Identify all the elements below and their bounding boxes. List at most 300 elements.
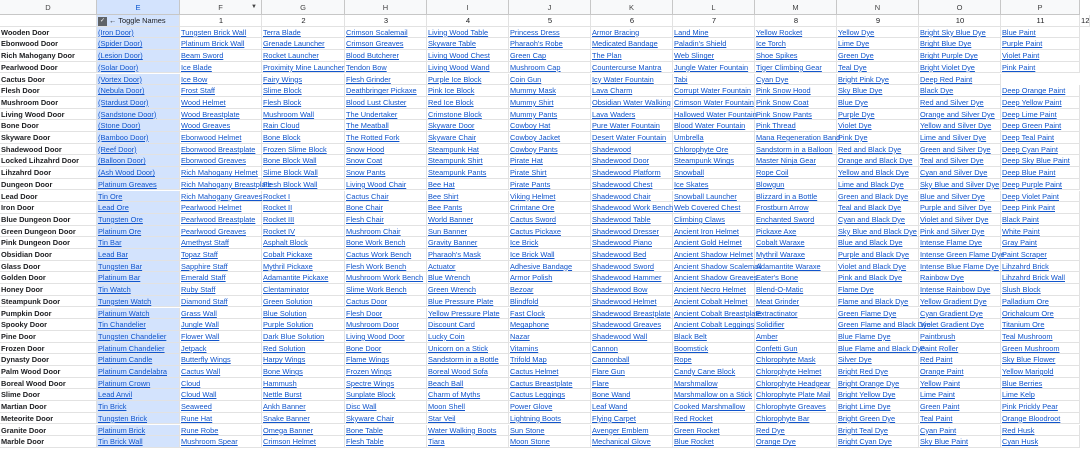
item-link-cell[interactable]: Flesh Table [345,436,427,448]
item-link-cell[interactable]: Web Slinger [673,50,755,62]
item-link-cell[interactable]: Green Dye [837,50,919,62]
column-e-cell[interactable]: Tin Ore [97,191,180,203]
item-link-cell[interactable]: Deep Teal Paint [1001,132,1080,144]
item-link-cell[interactable]: Obsidian Water Walking [591,97,673,109]
item-link-cell[interactable]: Blue Paint [1001,27,1080,39]
item-link-cell[interactable]: Teal Dye [837,62,919,74]
item-link-cell[interactable]: Cloud Wall [180,389,262,401]
column-e-cell[interactable]: Lead Bar [97,249,180,261]
item-link-cell[interactable]: Deep Blue Paint [1001,167,1080,179]
row-name-cell[interactable]: Dynasty Door [0,354,97,366]
item-link-cell[interactable]: Lightning Boots [509,413,591,425]
item-link-cell[interactable]: Mummy Shirt [509,97,591,109]
item-link-cell[interactable]: Snowball [673,167,755,179]
item-link-cell[interactable]: Violet Paint [1001,50,1080,62]
item-link-cell[interactable]: Sapphire Staff [180,261,262,273]
item-link-cell[interactable]: Bone Table [345,425,427,437]
item-link-cell[interactable]: Rune Hat [180,413,262,425]
item-link-cell[interactable]: Rope Coil [755,167,837,179]
item-link-cell[interactable]: Cactus Wall [180,366,262,378]
item-link-cell[interactable]: Umbrella [673,132,755,144]
item-link-cell[interactable]: Ancient Iron Helmet [673,226,755,238]
item-link-cell[interactable]: Red Rocket [673,413,755,425]
item-link-cell[interactable]: Bright Pink Dye [837,74,919,86]
column-e-cell[interactable]: (Spider Door) [97,38,180,50]
item-link-cell[interactable]: Seaweed [180,401,262,413]
item-link-cell[interactable]: Blue Solution [262,308,345,320]
item-link-cell[interactable]: The Undertaker [345,109,427,121]
item-link-cell[interactable]: Crimtane Ore [509,202,591,214]
row-name-cell[interactable]: Bone Door [0,120,97,132]
item-link-cell[interactable]: Blue Berries [1001,378,1080,390]
item-link-cell[interactable]: Red Solution [262,343,345,355]
column-e-cell[interactable]: Tungsten Brick [97,413,180,425]
item-link-cell[interactable]: Deep Green Paint [1001,120,1080,132]
row-name-cell[interactable]: Lead Door [0,191,97,203]
item-link-cell[interactable]: Topaz Staff [180,249,262,261]
item-link-cell[interactable]: Actuator [427,261,509,273]
item-link-cell[interactable]: Pure Water Fountain [591,120,673,132]
column-e-cell[interactable]: Tungsten Ore [97,214,180,226]
item-link-cell[interactable]: Cyan Dye [755,74,837,86]
number-cell[interactable]: 2 [262,15,345,27]
item-link-cell[interactable]: Violet Dye [837,120,919,132]
row-name-cell[interactable]: Palm Wood Door [0,366,97,378]
item-link-cell[interactable]: Frozen Wings [345,366,427,378]
item-link-cell[interactable]: Beach Ball [427,378,509,390]
item-link-cell[interactable]: Terra Blade [262,27,345,39]
item-link-cell[interactable]: Adamantite Pickaxe [262,272,345,284]
column-header-f[interactable]: F ▼ [180,0,262,15]
item-link-cell[interactable]: Blue Pressure Plate [427,296,509,308]
item-link-cell[interactable]: Flesh Chair [345,214,427,226]
item-link-cell[interactable]: Armor Polish [509,272,591,284]
row-name-cell[interactable]: Green Dungeon Door [0,226,97,238]
row-name-cell[interactable]: Honey Door [0,284,97,296]
item-link-cell[interactable]: Green Mushroom [1001,343,1080,355]
item-link-cell[interactable]: Moon Stone [509,436,591,448]
item-link-cell[interactable]: Chlorophyte Helmet [755,366,837,378]
item-link-cell[interactable]: Bee Pants [427,202,509,214]
item-link-cell[interactable]: Ancient Cobalt Helmet [673,296,755,308]
item-link-cell[interactable]: Green Wrench [427,284,509,296]
item-link-cell[interactable]: Deep Lime Paint [1001,109,1080,121]
column-e-cell[interactable]: Platinum Chandelier [97,343,180,355]
item-link-cell[interactable]: Blue Wrench [427,272,509,284]
item-link-cell[interactable]: Princess Dress [509,27,591,39]
item-link-cell[interactable]: Cobalt Pickaxe [262,249,345,261]
column-e-cell[interactable]: Tin Brick Wall [97,436,180,448]
checkbox-checked-icon[interactable]: ✓ [99,17,106,24]
item-link-cell[interactable]: Pharaoh's Mask [427,249,509,261]
item-link-cell[interactable]: Butterfly Wings [180,354,262,366]
column-e-cell[interactable]: (Bamboo Door) [97,132,180,144]
item-link-cell[interactable]: The Plan [591,50,673,62]
item-link-cell[interactable]: Cactus Work Bench [345,249,427,261]
column-header-o[interactable]: O [919,0,1001,15]
item-link-cell[interactable]: Cactus Helmet [509,366,591,378]
item-link-cell[interactable]: The Meatball [345,120,427,132]
item-link-cell[interactable]: Intense Flame Dye [919,237,1001,249]
item-link-cell[interactable]: Ancient Cobalt Breastplate [674,308,762,318]
item-link-cell[interactable]: Crimson Helmet [262,436,345,448]
item-link-cell[interactable]: Avenger Emblem [591,425,673,437]
item-link-cell[interactable]: Intense Blue Flame Dye [919,261,1001,273]
item-link-cell[interactable]: Deep Violet Paint [1001,191,1080,203]
item-link-cell[interactable]: Sky Blue and Silver Dye [920,179,1000,189]
item-link-cell[interactable]: Teal and Silver Dye [919,155,1001,167]
item-link-cell[interactable]: Leaf Wand [591,401,673,413]
item-link-cell[interactable]: Confetti Gun [755,343,837,355]
number-cell[interactable]: 6 [591,15,673,27]
item-link-cell[interactable]: Mushroom Door [345,319,427,331]
item-link-cell[interactable]: Adamantite Waraxe [755,261,837,273]
item-link-cell[interactable]: Amethyst Staff [180,237,262,249]
item-link-cell[interactable]: Green Solution [262,296,345,308]
item-link-cell[interactable]: Mechanical Glove [591,436,673,448]
item-link-cell[interactable]: Steampunk Shirt [427,155,509,167]
item-link-cell[interactable]: Adhesive Bandage [509,261,591,273]
item-link-cell[interactable]: Gravity Banner [427,237,509,249]
item-link-cell[interactable]: Ebonwood Helmet [180,132,262,144]
item-link-cell[interactable]: Skyware Table [427,38,509,50]
item-link-cell[interactable]: Crimson Scalemail [345,27,427,39]
item-link-cell[interactable]: Sandstorm in a Balloon [755,144,837,156]
item-link-cell[interactable]: Shadewood Piano [591,237,673,249]
item-link-cell[interactable]: Ice Bow [180,74,262,86]
item-link-cell[interactable]: Violet Gradient Dye [919,319,1001,331]
row-name-cell[interactable]: Flesh Door [0,85,97,97]
item-link-cell[interactable]: Lime Kelp [1001,389,1080,401]
item-link-cell[interactable]: Marshmallow on a Stick [673,389,755,401]
item-link-cell[interactable]: Rune Robe [180,425,262,437]
item-link-cell[interactable]: Rocket IV [262,226,345,238]
item-link-cell[interactable]: Omega Banner [262,425,345,437]
item-link-cell[interactable]: Purple and Silver Dye [919,202,1001,214]
item-link-cell[interactable]: Mana Regeneration Band [756,133,841,142]
item-link-cell[interactable]: Pink Snow Coat [755,97,837,109]
number-cell[interactable]: 9 [837,15,919,27]
item-link-cell[interactable]: Rocket III [262,214,345,226]
item-link-cell[interactable]: Shadewood Sword [591,261,673,273]
item-link-cell[interactable]: Cowboy Hat [509,120,591,132]
item-link-cell[interactable]: Grass Wall [180,308,262,320]
row-name-cell[interactable]: Iron Door [0,202,97,214]
item-link-cell[interactable]: Pearlwood Helmet [180,202,262,214]
column-e-cell[interactable]: Tin Bar [97,237,180,249]
column-e-cell[interactable]: (Balloon Door) [97,155,180,167]
item-link-cell[interactable]: Rope [673,354,755,366]
item-link-cell[interactable]: Paint Scraper [1001,249,1080,261]
item-link-cell[interactable]: Disc Wall [345,401,427,413]
item-link-cell[interactable]: Mummy Mask [509,85,591,97]
item-link-cell[interactable]: Marshmallow [673,378,755,390]
item-link-cell[interactable]: Shadewood Door [591,155,673,167]
item-link-cell[interactable]: Boreal Wood Sofa [427,366,509,378]
item-link-cell[interactable]: Slime Block Wall [262,167,345,179]
item-link-cell[interactable]: Pearlwood Greaves [180,226,262,238]
number-cell[interactable]: 3 [345,15,427,27]
item-link-cell[interactable]: Frozen Slime Block [262,144,345,156]
item-link-cell[interactable]: Yellow Dye [837,27,919,39]
number-cell[interactable]: 8 [755,15,837,27]
column-header-p[interactable]: P [1001,0,1080,15]
item-link-cell[interactable]: Ankh Banner [262,401,345,413]
item-link-cell[interactable]: Deep Purple Paint [1001,179,1080,191]
item-link-cell[interactable]: Cobalt Waraxe [755,237,837,249]
item-link-cell[interactable]: Tendon Bow [345,62,427,74]
column-header-d[interactable]: D [0,0,97,15]
item-link-cell[interactable]: Pink Snow Hood [755,85,837,97]
item-link-cell[interactable]: Shadewood Helmet [591,296,673,308]
item-link-cell[interactable]: Shadewood Hammer [591,272,673,284]
item-link-cell[interactable]: Intense Green Flame Dye [920,250,1005,259]
item-link-cell[interactable]: Orichalcum Ore [1001,308,1080,320]
item-link-cell[interactable]: Shadewood [591,144,673,156]
item-link-cell[interactable]: Green Flame Dye [837,308,919,320]
item-link-cell[interactable]: Jetpack [180,343,262,355]
item-link-cell[interactable]: Cooked Marshmallow [673,401,755,413]
toggle-names-cell[interactable] [97,15,180,27]
row-name-cell[interactable]: Skyware Door [0,132,97,144]
item-link-cell[interactable]: Mummy Pants [509,109,591,121]
item-link-cell[interactable]: Bright Lime Dye [837,401,919,413]
item-link-cell[interactable]: Bright Teal Dye [837,425,919,437]
column-e-cell[interactable]: Lead Anvil [97,389,180,401]
item-link-cell[interactable]: Emerald Staff [180,272,262,284]
item-link-cell[interactable]: Mushroom Cap [509,62,591,74]
column-e-cell[interactable]: Tungsten Bar [97,261,180,273]
item-link-cell[interactable]: Lava Charm [591,85,673,97]
column-e-cell[interactable]: (Lesion Door) [97,50,180,62]
item-link-cell[interactable]: Wood Helmet [180,97,262,109]
item-link-cell[interactable]: Lime Paint [919,389,1001,401]
item-link-cell[interactable]: Bone Block [262,132,345,144]
item-link-cell[interactable]: Bone Door [345,343,427,355]
item-link-cell[interactable]: Purple Dye [837,109,919,121]
row-name-cell[interactable]: Dungeon Door [0,179,97,191]
item-link-cell[interactable]: Ruby Staff [180,284,262,296]
item-link-cell[interactable]: Teal Mushroom [1001,331,1080,343]
item-link-cell[interactable]: Ice Brick Wall [509,249,591,261]
item-link-cell[interactable]: Mushroom Work Bench [345,272,427,284]
item-link-cell[interactable]: Cactus Chair [345,191,427,203]
row-name-cell[interactable]: Slime Door [0,389,97,401]
item-link-cell[interactable]: Bright Purple Dye [919,50,1001,62]
item-link-cell[interactable]: Blood Butcherer [345,50,427,62]
item-link-cell[interactable]: Sky Blue Paint [919,436,1001,448]
item-link-cell[interactable]: Medicated Bandage [591,38,673,50]
item-link-cell[interactable]: Chlorophyte Bar [755,413,837,425]
item-link-cell[interactable]: Flare [591,378,673,390]
item-link-cell[interactable]: Shadewood Chair [591,191,673,203]
item-link-cell[interactable]: Flesh Grinder [345,74,427,86]
item-link-cell[interactable]: Sky Blue and Black Dye [837,226,919,238]
item-link-cell[interactable]: Flying Carpet [591,413,673,425]
item-link-cell[interactable]: Black Paint [1001,214,1080,226]
row-name-cell[interactable]: Meteorite Door [0,413,97,425]
item-link-cell[interactable]: Yellow and Black Dye [837,167,919,179]
item-link-cell[interactable]: Bone Wand [591,389,673,401]
item-link-cell[interactable]: Pink Thread [755,120,837,132]
item-link-cell[interactable]: Red and Silver Dye [919,97,1001,109]
item-link-cell[interactable]: Blizzard in a Bottle [755,191,837,203]
item-link-cell[interactable]: Snake Banner [262,413,345,425]
item-link-cell[interactable]: Frost Staff [180,85,262,97]
item-link-cell[interactable]: Violet and Silver Dye [919,214,1001,226]
item-link-cell[interactable]: Black Belt [673,331,755,343]
row-name-cell[interactable]: Pine Door [0,331,97,343]
item-link-cell[interactable]: Shadewood Work Bench [592,203,674,213]
item-link-cell[interactable]: Snowball Launcher [673,191,755,203]
item-link-cell[interactable]: Cyan Paint [919,425,1001,437]
item-link-cell[interactable]: Blood Lust Cluster [345,97,427,109]
item-link-cell[interactable]: Deep Yellow Paint [1001,97,1080,109]
item-link-cell[interactable]: Rich Mahogany Helmet [180,167,262,179]
item-link-cell[interactable]: Icy Water Fountain [591,74,673,86]
column-e-cell[interactable]: (Ash Wood Door) [97,167,180,179]
item-link-cell[interactable]: Viking Helmet [509,191,591,203]
column-e-cell[interactable]: Platinum Candelabra [97,366,180,378]
row-name-cell[interactable]: Granite Door [0,425,97,437]
item-link-cell[interactable]: Rich Mahogany Greaves [181,191,263,201]
item-link-cell[interactable]: Lucky Coin [427,331,509,343]
item-link-cell[interactable]: Red Dye [755,425,837,437]
item-link-cell[interactable]: Cyan and Silver Dye [919,167,1001,179]
item-link-cell[interactable]: Rocket I [262,191,345,203]
column-header-m[interactable]: M [755,0,837,15]
item-link-cell[interactable]: Enchanted Sword [755,214,837,226]
item-link-cell[interactable]: Yellow and Silver Dye [919,120,1001,132]
row-name-cell[interactable]: Pumpkin Door [0,308,97,320]
item-link-cell[interactable]: Cloud [180,378,262,390]
item-link-cell[interactable]: Pink and Silver Dye [919,226,1001,238]
item-link-cell[interactable]: Countercurse Mantra [591,62,673,74]
item-link-cell[interactable]: Shadewood Wall [591,331,673,343]
item-link-cell[interactable]: Wood Breastplate [180,109,262,121]
item-link-cell[interactable]: Pink Prickly Pear [1001,401,1080,413]
item-link-cell[interactable]: Steampunk Hat [427,144,509,156]
item-link-cell[interactable]: Master Ninja Gear [755,155,837,167]
item-link-cell[interactable]: Bright Green Dye [837,413,919,425]
item-link-cell[interactable]: Mushroom Spear [180,436,262,448]
item-link-cell[interactable]: Lime Dye [837,38,919,50]
item-link-cell[interactable]: Pearlwood Breastplate [180,214,262,226]
item-link-cell[interactable]: Jungle Wall [180,319,262,331]
item-link-cell[interactable]: Pink Dye [837,132,919,144]
item-link-cell[interactable]: Tiara [427,436,509,448]
column-e-cell[interactable]: Platinum Crown [97,378,180,390]
item-link-cell[interactable]: Land Mine [673,27,755,39]
item-link-cell[interactable]: Orange Bloodroot [1001,413,1080,425]
item-link-cell[interactable]: Orange Paint [919,366,1001,378]
item-link-cell[interactable]: Pirate Hat [509,155,591,167]
item-link-cell[interactable]: Fairy Wings [262,74,345,86]
item-link-cell[interactable]: Blue and Silver Dye [919,191,1001,203]
item-link-cell[interactable]: Yellow Rocket [755,27,837,39]
item-link-cell[interactable]: Green Flame and Black Dye [838,320,931,330]
item-link-cell[interactable]: Moon Shell [427,401,509,413]
item-link-cell[interactable]: Chlorophyte Headgear [755,378,837,390]
item-link-cell[interactable]: Star Veil [427,413,509,425]
item-link-cell[interactable]: Bezoar [509,284,591,296]
item-link-cell[interactable]: Blowgun [755,179,837,191]
item-link-cell[interactable]: Sky Blue Dye [837,85,919,97]
item-link-cell[interactable]: Ice Blade [180,62,262,74]
item-link-cell[interactable]: Mushroom Chair [345,226,427,238]
item-link-cell[interactable]: Meat Grinder [755,296,837,308]
item-link-cell[interactable]: Skyware Chair [345,413,427,425]
item-link-cell[interactable]: Chlorophyte Plate Mail [755,389,837,401]
number-cell[interactable]: 10 [919,15,1001,27]
item-link-cell[interactable]: Pink Paint [1001,62,1080,74]
item-link-cell[interactable]: Bee Hat [427,179,509,191]
column-e-cell[interactable]: Tin Brick [97,401,180,413]
column-e-cell[interactable]: (Sandstone Door) [97,109,180,121]
item-link-cell[interactable]: Cannon [591,343,673,355]
column-e-cell[interactable]: Platinum Ore [97,226,180,238]
column-e-cell[interactable]: Tungsten Watch [97,296,180,308]
number-cell[interactable]: 12 [1081,16,1090,25]
item-link-cell[interactable]: Paladin's Shield [673,38,755,50]
item-link-cell[interactable]: Black Dye [919,85,1001,97]
item-link-cell[interactable]: Green and Black Dye [837,191,919,203]
item-link-cell[interactable]: Steampunk Wings [673,155,755,167]
item-link-cell[interactable]: Slush Block [1001,284,1080,296]
item-link-cell[interactable]: Mythril Pickaxe [262,261,345,273]
item-link-cell[interactable]: Bone Block Wall [262,155,345,167]
item-link-cell[interactable]: Cyan and Black Dye [837,214,919,226]
item-link-cell[interactable]: Rich Mahogany Breastplate [181,179,272,189]
column-e-cell[interactable]: (Vortex Door) [97,74,180,86]
item-link-cell[interactable]: Paint Roller [919,343,1001,355]
item-link-cell[interactable]: Platinum Brick Wall [180,38,262,50]
item-link-cell[interactable]: Bright Violet Dye [919,62,1001,74]
item-link-cell[interactable]: Mythril Waraxe [755,249,837,261]
item-link-cell[interactable]: Lihzahrd Brick [1001,261,1080,273]
item-link-cell[interactable]: Cannonball [591,354,673,366]
item-link-cell[interactable]: Blue Dye [837,97,919,109]
item-link-cell[interactable]: Hammush [262,378,345,390]
item-link-cell[interactable]: Solidifier [755,319,837,331]
item-link-cell[interactable]: Blue Rocket [673,436,755,448]
row-name-cell[interactable]: Locked Lihzahrd Door [0,155,97,167]
item-link-cell[interactable]: Purple Solution [262,319,345,331]
row-name-cell[interactable]: Glass Door [0,261,97,273]
item-link-cell[interactable]: Blend-O-Matic [755,284,837,296]
item-link-cell[interactable]: Red Paint [919,354,1001,366]
item-link-cell[interactable]: Ice Torch [755,38,837,50]
item-link-cell[interactable]: Mushroom Wall [262,109,345,121]
column-e-cell[interactable]: Tungsten Chandelier [97,331,180,343]
item-link-cell[interactable]: Charm of Myths [427,389,509,401]
item-link-cell[interactable]: Shadewood Bow [591,284,673,296]
row-name-cell[interactable]: Cactus Door [0,74,97,86]
item-link-cell[interactable]: Teal and Black Dye [837,202,919,214]
item-link-cell[interactable]: The Rotted Fork [345,132,427,144]
item-link-cell[interactable]: Cyan Gradient Dye [919,308,1001,320]
item-link-cell[interactable]: Living Wood Wand [427,62,509,74]
item-link-cell[interactable]: Green and Silver Dye [919,144,1001,156]
number-cell[interactable]: 7 [673,15,755,27]
column-header-i[interactable]: I [427,0,509,15]
item-link-cell[interactable]: Discount Card [427,319,509,331]
item-link-cell[interactable]: Skyware Chair [427,132,509,144]
item-link-cell[interactable]: Red Husk [1001,425,1080,437]
item-link-cell[interactable]: Deathbringer Pickaxe [345,85,427,97]
item-link-cell[interactable]: Ancient Shadow Greaves [674,273,758,283]
item-link-cell[interactable]: Deep Cyan Paint [1001,144,1080,156]
